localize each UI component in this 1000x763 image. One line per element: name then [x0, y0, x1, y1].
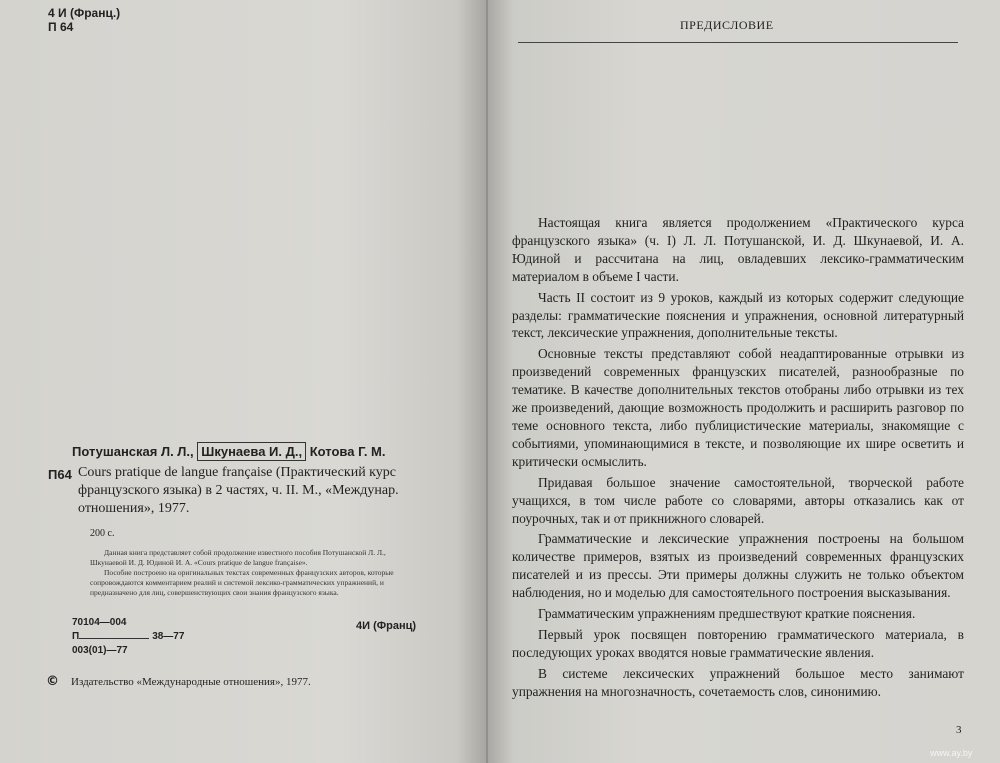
preface-paragraph: Часть II состоит из 9 уроков, каждый из которых содержит следующие разделы: грамматические пояснения и упражнения, основной литературный текст, лексические упражнения, дополнительные тексты. [512, 289, 964, 341]
index-line: 003(01)—77 [72, 645, 128, 656]
preface-paragraph: Грамматические и лексические упражнения построены на большом количестве примеров, взятых из произведений современных французских писателей и из прессы. Эти примеры должны служить не только объектом наблюдения, но и моделью для самостоятельного построения высказывания. [512, 531, 964, 601]
watermark: www.ay.by [930, 748, 973, 758]
preface-body [512, 214, 964, 704]
catalog-annotation [90, 548, 420, 598]
preface-paragraph: Придавая большое значение самостоятельной, творческой работе учащихся, в том числе работе со словарями, авторы отказались как от поурочных, так и от прикнижного словарей. [512, 474, 964, 526]
preface-paragraph: В системе лексических упражнений большое место занимают упражнения на многозначность, сочетаемость слов, синонимию. [512, 665, 964, 699]
catalog-classification: 4И (Франц) [356, 620, 417, 632]
catalog-page-count: 200 с. [90, 528, 115, 539]
catalog-index [72, 616, 184, 658]
preface-paragraph: Основные тексты представляют собой неадаптированные отрывки из произведений современных французских писателей, разнообразные по тематике. В качестве дополнительных текстов отобраны либо отрывки из тех же произведений, дающие возможность продолжить и расширить разговор по теме основного текста, либо публицистические материалы, знакомящие с событиями, упоминающимися в тексте, и позволяющие их шире осветить и критически осмыслить. [512, 346, 964, 469]
catalog-title: Cours pratique de langue française (Практический курс французского языка) в 2 частях, ч. II. М., «Междунар. отношения», 1977. [78, 465, 399, 516]
index-line: 70104—004 [72, 617, 127, 628]
author-3: Котова Г. М. [309, 444, 386, 459]
annotation-paragraph: Данная книга представляет собой продолжение известного пособия Потушанской Л. Л., Шкунаевой И. Д. Юдиной И. А. «Cours pratique de langue française». [90, 548, 386, 567]
copyright-line [46, 674, 311, 689]
library-code-top [48, 6, 120, 34]
catalog-authors [72, 444, 386, 459]
index-line [72, 630, 184, 644]
preface-paragraph: Грамматическим упражнениям предшествуют краткие пояснения. [538, 606, 916, 622]
page-header: ПРЕДИСЛОВИЕ [680, 18, 774, 32]
header-divider [518, 42, 958, 43]
library-code-line: П 64 [48, 20, 74, 34]
copyright-text: Издательство «Международные отношения», 1977. [71, 676, 311, 688]
left-page [0, 0, 486, 763]
catalog-code: П64 [48, 467, 72, 482]
index-prefix: П [72, 631, 80, 642]
annotation-paragraph: Пособие построено на оригинальных текстах современных французских авторов, которые сопровождаются комментарием реалий и системой лексико-грамматических упражнений, и предназначено для лиц, совершенствующих свои знания французского языка. [90, 568, 394, 597]
copyright-icon: © [46, 674, 59, 689]
library-code-line: 4 И (Франц.) [48, 6, 121, 20]
preface-paragraph: Первый урок посвящен повторению грамматического материала, в последующих уроках вводятся новые грамматические явления. [512, 626, 964, 660]
author-2-boxed: Шкунаева И. Д., [197, 442, 306, 461]
author-1: Потушанская Л. Л., [72, 444, 194, 459]
page-number: 3 [956, 724, 962, 736]
index-rule [79, 630, 149, 639]
index-suffix: 38—77 [152, 631, 185, 642]
preface-paragraph: Настоящая книга является продолжением «Практического курса французского языка» (ч. I) Л. Л. Потушанской, И. Д. Шкунаевой, И. А. Юдиной и рассчитана на лиц, овладевших лексико-грамматическим материалом в объеме I части. [512, 215, 964, 284]
